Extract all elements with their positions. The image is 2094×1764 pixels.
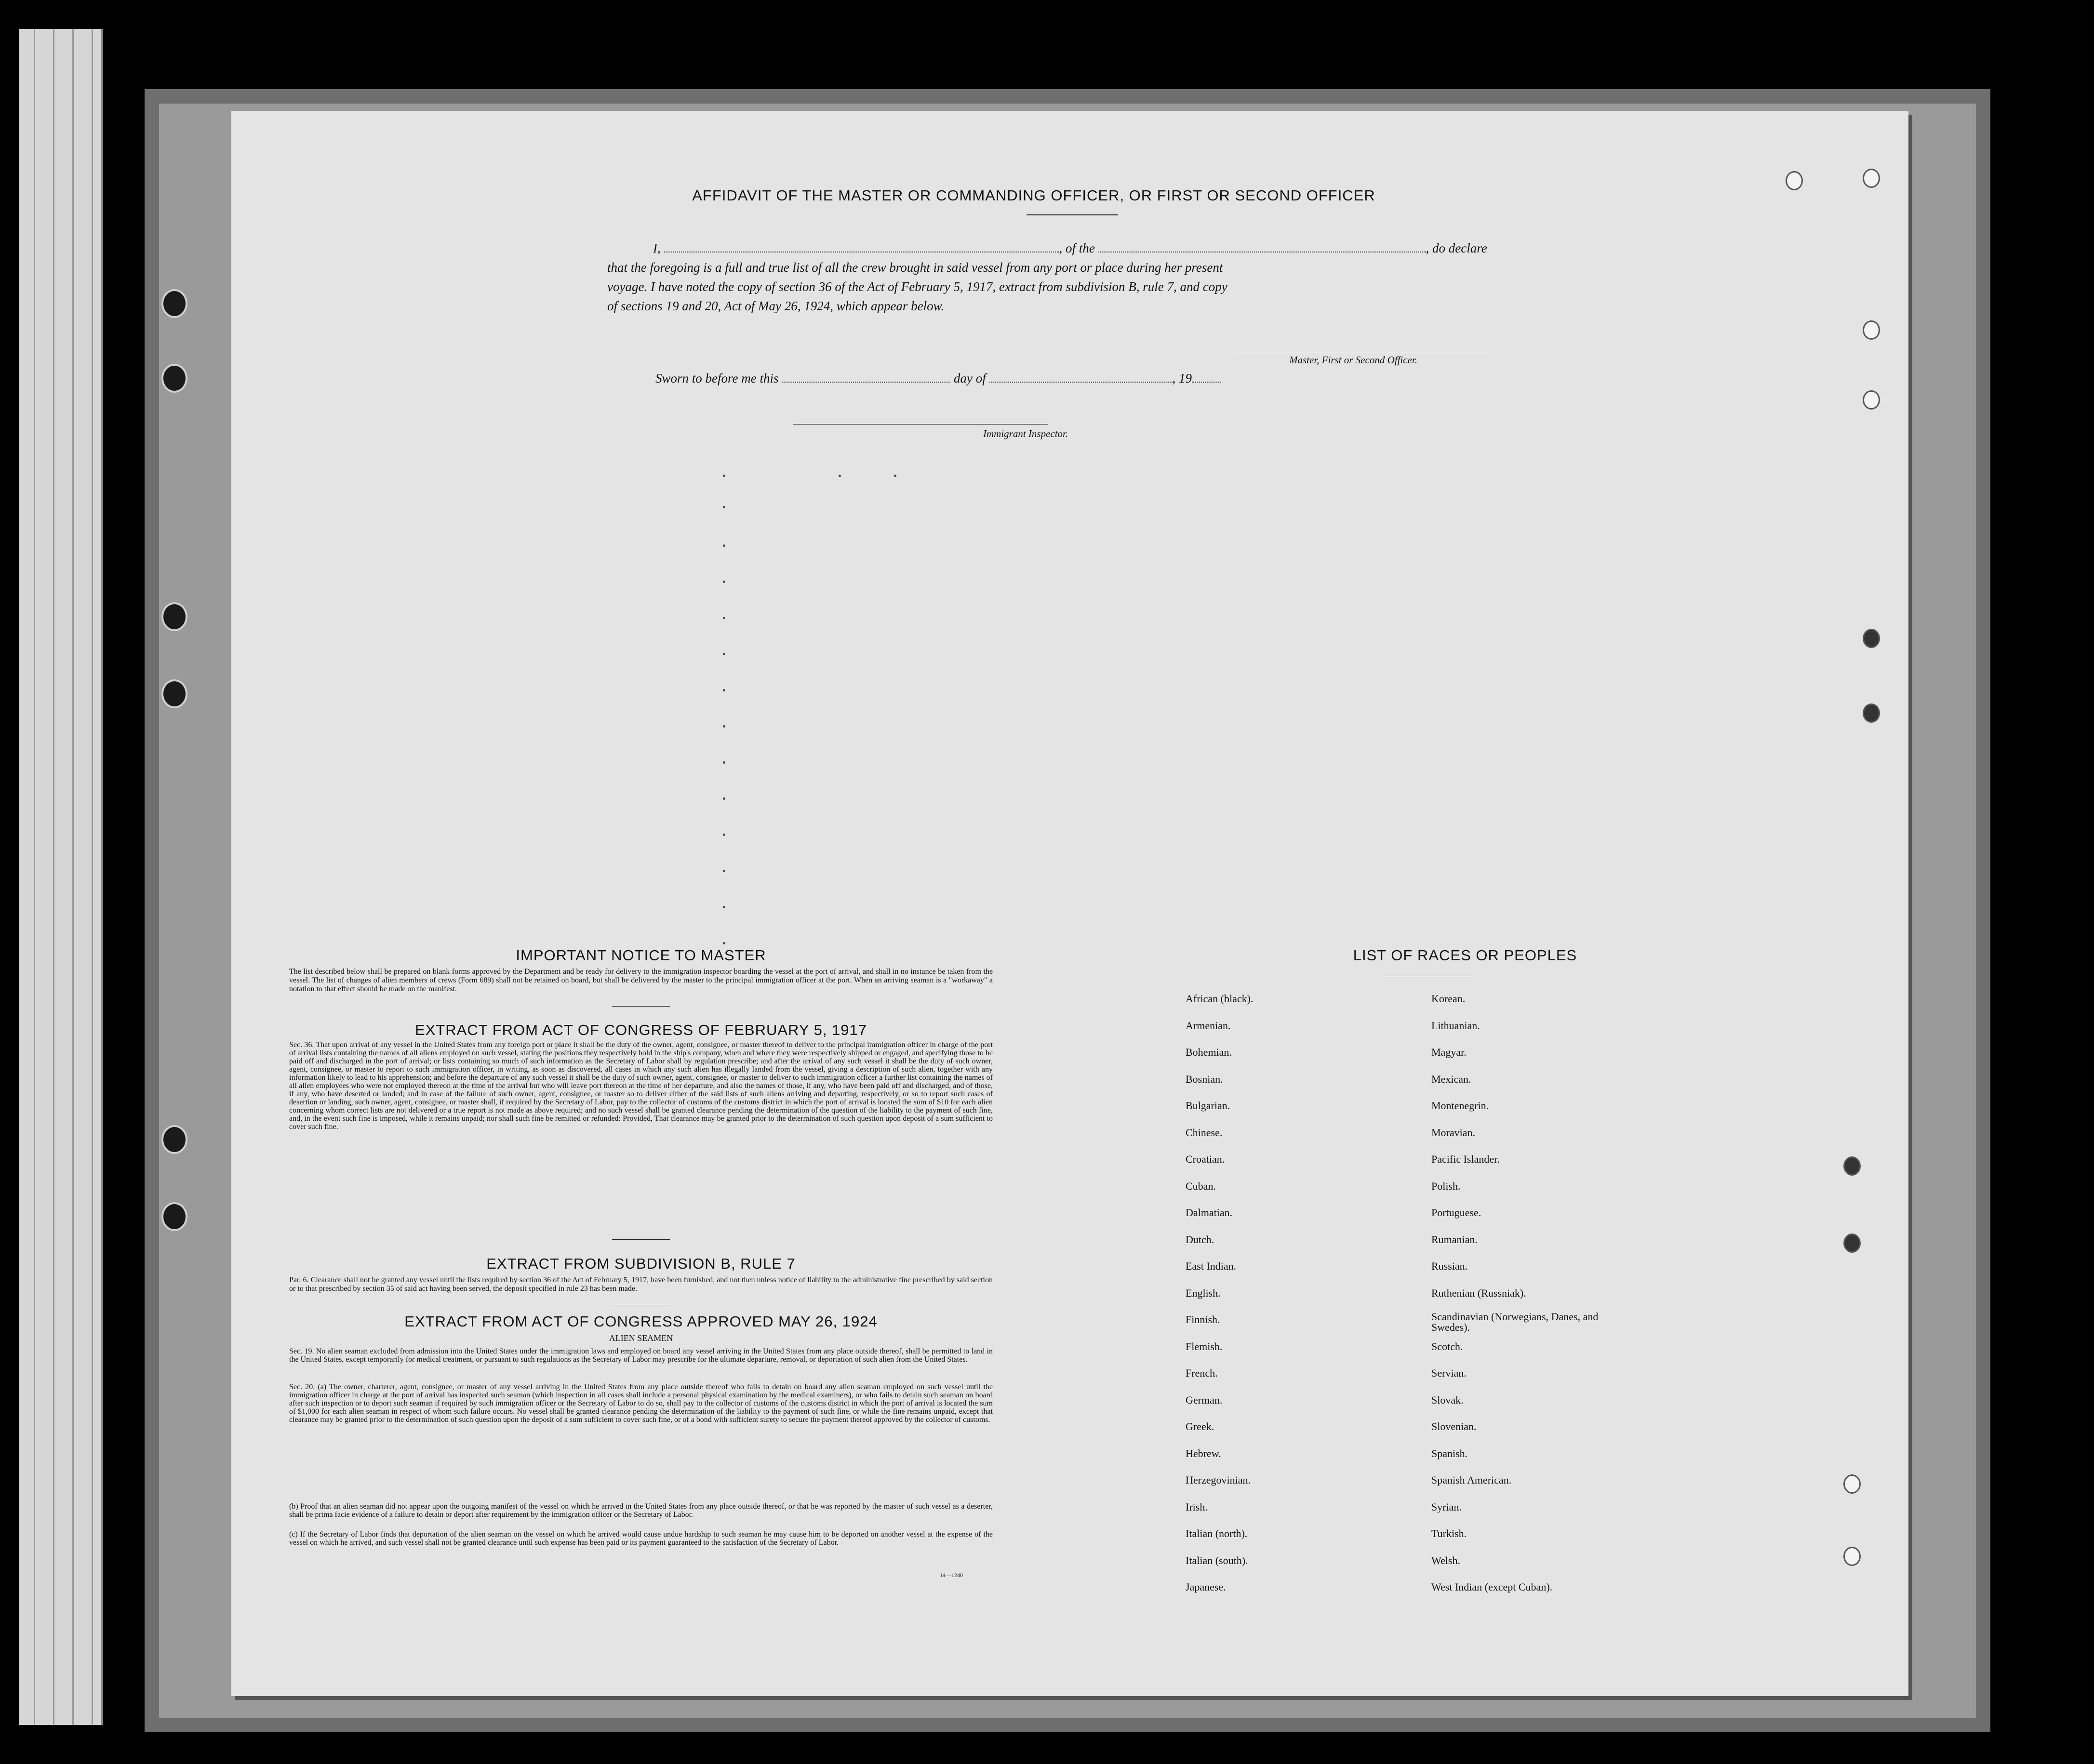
extract-rule7-title: EXTRACT FROM SUBDIVISION B, RULE 7 <box>486 1255 796 1272</box>
dot-mark <box>723 617 725 619</box>
race-item-right: Spanish American. <box>1431 1474 1512 1486</box>
dot-mark <box>723 725 725 728</box>
extract-1917-title: EXTRACT FROM ACT OF CONGRESS OF FEBRUARY 5, 1917 <box>414 1021 867 1038</box>
punch-mark <box>1843 1474 1861 1494</box>
binder-edge <box>19 29 103 1725</box>
race-item-right: Scotch. <box>1431 1340 1463 1353</box>
race-item-left: Dalmatian. <box>1186 1207 1233 1219</box>
dot-mark <box>894 475 896 477</box>
punch-mark <box>1843 1233 1861 1253</box>
extract-1924-sec19: Sec. 19. No alien seaman excluded from admission into the United States under the immigration laws and employed on board any vessel arriving in the United States from any place outside thereof, shall be permitted to land in the United States, except temporarily for medical treatment, or pursuant to such regulations as the Secretary of Labor may prescribe for the ultimate departure, removal, or deportation of such alien from the United States. <box>289 1347 993 1364</box>
dot-mark <box>723 506 725 508</box>
extract-1924-title: EXTRACT FROM ACT OF CONGRESS APPROVED MAY 26, 1924 <box>404 1313 878 1330</box>
race-item-right: Russian. <box>1431 1260 1468 1272</box>
notice-body: The list described below shall be prepared on blank forms approved by the Department and be ready for delivery to the immigration inspector boarding the vessel at the port of arrival, and shall in no instance be taken from the vessel. The list of changes of alien members of crews (Form 689) shall not be retained on board, but shall be delivered by the master to the principal immigration officer at the port. When an arriving seaman is a "workaway" a notation to that effect should be made on the manifest. <box>289 968 993 993</box>
sworn-year-blank[interactable] <box>1192 382 1221 383</box>
race-item-left: English. <box>1186 1287 1221 1299</box>
dot-mark <box>723 797 725 800</box>
race-item-left: Hebrew. <box>1186 1447 1221 1459</box>
extract-rule7-body: Par. 6. Clearance shall not be granted any vessel until the lists required by section 36 of the Act of February 5, 1917, have been furnished, and not then unless notice of liability to the administrative fine prescribed by said section or to that prescribed by section 35 of said act having been served, the deposit specified in rule 23 has been made. <box>289 1276 993 1293</box>
race-item-right: Turkish. <box>1431 1527 1467 1539</box>
affidavit-line-4: of sections 19 and 20, Act of May 26, 1924, which appear below. <box>607 299 945 313</box>
form-number: 14—1240 <box>940 1572 963 1578</box>
punch-mark <box>1843 1156 1861 1176</box>
race-item-left: Greek. <box>1186 1420 1214 1432</box>
race-item-right: West Indian (except Cuban). <box>1431 1581 1553 1593</box>
dot-mark <box>723 761 725 764</box>
race-item-right: Polish. <box>1431 1180 1461 1192</box>
affidavit-line-1: I, , of the , do declare <box>653 241 1487 255</box>
notice-title: IMPORTANT NOTICE TO MASTER <box>516 947 766 964</box>
dot-mark <box>723 870 725 872</box>
sworn-line: Sworn to before me this day of , 19 <box>655 371 1571 386</box>
dot-mark <box>723 544 725 547</box>
race-item-left: Bosnian. <box>1186 1073 1223 1085</box>
document-page <box>231 111 1908 1696</box>
sworn-day-blank[interactable] <box>782 382 950 383</box>
race-item-right: Pacific Islander. <box>1431 1153 1500 1165</box>
binder-hole <box>161 602 187 631</box>
race-item-right: Welsh. <box>1431 1554 1460 1566</box>
affidavit-title: AFFIDAVIT OF THE MASTER OR COMMANDING OFFICER, OR FIRST OR SECOND OFFICER <box>692 187 1375 204</box>
race-item-left: Croatian. <box>1186 1153 1225 1165</box>
binder-hole <box>161 679 187 708</box>
race-item-left: Armenian. <box>1186 1019 1231 1032</box>
race-item-left: Cuban. <box>1186 1180 1216 1192</box>
race-item-left: Finnish. <box>1186 1313 1220 1326</box>
race-item-left: German. <box>1186 1393 1223 1406</box>
race-item-right: Slovak. <box>1431 1393 1464 1406</box>
race-item-left: Italian (north). <box>1186 1527 1248 1539</box>
race-item-right: Mexican. <box>1431 1073 1471 1085</box>
race-item-right: Rumanian. <box>1431 1233 1478 1246</box>
title-rule <box>1027 214 1118 215</box>
punch-mark <box>1863 390 1880 410</box>
dot-mark <box>723 653 725 655</box>
punch-mark <box>1863 169 1880 188</box>
races-title: LIST OF RACES OR PEOPLES <box>1353 947 1577 964</box>
section-rule <box>612 1239 670 1240</box>
race-item-left: Chinese. <box>1186 1126 1223 1139</box>
race-item-right: Lithuanian. <box>1431 1019 1480 1032</box>
race-item-right: Ruthenian (Russniak). <box>1431 1287 1526 1299</box>
race-item-right: Spanish. <box>1431 1447 1468 1459</box>
race-item-right: Korean. <box>1431 993 1466 1005</box>
race-item-left: Japanese. <box>1186 1581 1226 1593</box>
race-item-left: East Indian. <box>1186 1260 1237 1272</box>
binder-hole <box>161 364 187 393</box>
race-item-right: Magyar. <box>1431 1046 1467 1058</box>
race-item-right: Servian. <box>1431 1367 1467 1379</box>
race-item-right: Slovenian. <box>1431 1420 1477 1432</box>
race-item-left: Bohemian. <box>1186 1046 1232 1058</box>
extract-1924-subtitle: ALIEN SEAMEN <box>609 1333 673 1343</box>
dot-mark <box>723 906 725 908</box>
race-item-right: Scandinavian (Norwegians, Danes, and Swedes). <box>1431 1311 1599 1333</box>
dot-mark <box>839 475 841 477</box>
dot-mark <box>723 942 725 944</box>
dot-mark <box>723 581 725 583</box>
binder-hole <box>161 289 187 318</box>
race-item-left: Irish. <box>1186 1500 1208 1513</box>
punch-mark <box>1863 629 1880 648</box>
extract-1917-body: Sec. 36. That upon arrival of any vessel in the United States from any foreign port or place it shall be the duty of the owner, agent, consignee, or master thereof to deliver to the principal immigration officer in charge of the port of arrival lists containing the names of all aliens employed on such vessel, stating the positions they respectively hold in the ship's company, when and where they were respectively shipped or engaged, and specifying those to be paid off and discharged in the port of arrival; or lists containing so much of such information as the Secretary of Labor shall by regulation prescribe; and after the arrival of any such vessel it shall be the duty of such owner, agent, consignee, or master to report to such immigration officer, in writing, as soon as discovered, all cases in which any such alien has illegally landed from the vessel, giving a description of such alien, together with any information likely to lead to his apprehension; and before the departure of any such vessel it shall be the duty of such owner, agent, consignee, or master to deliver to such immigration officer a further list containing the names of all alien employees who were not employed thereon at the time of the arrival but who will leave port thereon at the time of her departure, and also the names of those, if any, who have been paid off and discharged, and of those, if any, who have deserted or landed; and in case of the failure of such owner, agent, consignee, or master so to deliver either of the said lists of such aliens arriving and departing, respectively, or so to report such cases of desertion or landing, such owner, agent, consignee, or master shall, if required by the Secretary of Labor, pay to the collector of customs of the customs district in which the port of arrival is located the sum of $10 for each alien concerning whom correct lists are not delivered or a true report is not made as above required; and no such vessel shall be granted clearance pending the determination of the question of the liability to the payment of such fine, and, in the event such fine is imposed, while it remains unpaid; nor shall such fine be remitted or refunded: Provided, That clearance may be granted prior to the determination of such question upon deposit of a sum sufficient to cover such fine. <box>289 1041 993 1131</box>
race-item-left: African (black). <box>1186 993 1254 1005</box>
punch-mark <box>1786 171 1803 190</box>
race-item-left: Bulgarian. <box>1186 1100 1230 1112</box>
race-item-right: Moravian. <box>1431 1126 1476 1139</box>
race-item-left: French. <box>1186 1367 1218 1379</box>
dot-mark <box>723 834 725 836</box>
extract-1924-sec20c: (c) If the Secretary of Labor finds that deportation of the alien seaman on the vessel on which he arrived would cause undue hardship to such seaman he may cause him to be deported on another vessel at the expense of the vessel on which he arrived, and such vessel shall not be granted clearance until such expense has been paid or its payment guaranteed to the satisfaction of the Secretary of Labor. <box>289 1530 993 1547</box>
punch-mark <box>1863 703 1880 723</box>
race-item-left: Flemish. <box>1186 1340 1223 1353</box>
dot-mark <box>723 475 725 477</box>
affidavit-line-2: that the foregoing is a full and true list of all the crew brought in said vessel from any port or place during her present <box>607 260 1223 275</box>
race-item-left: Italian (south). <box>1186 1554 1248 1566</box>
punch-mark <box>1863 320 1880 340</box>
sworn-month-blank[interactable] <box>989 382 1173 383</box>
dot-mark <box>723 689 725 691</box>
extract-1924-sec20a: Sec. 20. (a) The owner, charterer, agent, consignee, or master of any vessel arriving in the United States from any place outside thereof who fails to detain on board any alien seaman employed on such vessel until the immigration officer in charge at the port of arrival has inspected such seaman (which inspection in all cases shall include a personal physical examination by the medical examiners), or who fails to detain such seaman on board after such inspection or to deport such seaman if required by such immigration officer or the Secretary of Labor to do so, shall pay to the collector of customs of the customs district in which the port of arrival is located the sum of $1,000 for each alien seaman in respect of whom such failure occurs. No vessel shall be granted clearance pending the determination of the liability to the payment of such fine, or while the fine remains unpaid, except that clearance may be granted prior to the determination of such question upon the deposit of a sum sufficient to cover such fine, or of a bond with sufficient surety to secure the payment thereof approved by the collector of customs. <box>289 1383 993 1424</box>
race-item-left: Dutch. <box>1186 1233 1214 1246</box>
inspector-label: Immigrant Inspector. <box>983 428 1068 439</box>
binder-hole <box>161 1202 187 1231</box>
affidavit-line-3: voyage. I have noted the copy of section 36 of the Act of February 5, 1917, extract from subdivision B, rule 7, and copy <box>607 279 1227 294</box>
race-item-right: Montenegrin. <box>1431 1100 1489 1112</box>
extract-1924-sec20b: (b) Proof that an alien seaman did not appear upon the outgoing manifest of the vessel on which he arrived in the United States from any place outside thereof, or that he was reported by the master of such vessel as a deserter, shall be prima facie evidence of a failure to detain or deport after requirement by the immigration officer or the Secretary of Labor. <box>289 1502 993 1519</box>
punch-mark <box>1843 1547 1861 1566</box>
binder-hole <box>161 1125 187 1154</box>
section-rule <box>612 1006 670 1007</box>
race-item-left: Herzegovinian. <box>1186 1474 1251 1486</box>
master-signature-label: Master, First or Second Officer. <box>1289 354 1417 366</box>
race-item-right: Portuguese. <box>1431 1207 1481 1219</box>
race-item-right: Syrian. <box>1431 1500 1462 1513</box>
